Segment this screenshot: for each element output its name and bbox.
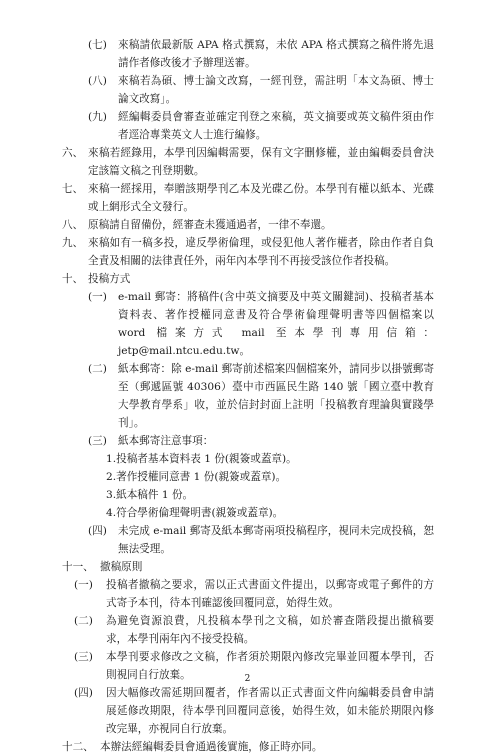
document-body — [62, 36, 434, 756]
section-9 — [62, 234, 434, 270]
section-text: 來稿若經錄用，本學刊因編輯需要，保有文字刪修權，並由編輯委員會決定該篇文稿之刊登期數。 — [88, 147, 434, 177]
list-item-10-3-1 — [62, 450, 434, 468]
section-11 — [62, 558, 434, 576]
clause-11-1 — [62, 576, 434, 612]
clause-11-4 — [62, 684, 434, 738]
list-item-text: 1.投稿者基本資料表 1 份(親簽或蓋章)。 — [106, 453, 297, 465]
clause-label: (四) — [74, 687, 93, 699]
section-label: 八、 — [62, 219, 84, 231]
clause-text: 來稿請依最新版 APA 格式撰寫，未依 APA 格式撰寫之稿件將先退請作者修改後才予辦理送審。 — [118, 39, 434, 69]
clause-label: (七) — [88, 39, 107, 51]
section-7 — [62, 180, 434, 216]
section-text: 來稿一經採用，奉贈該期學刊乙本及光碟乙份。本學刊有權以紙本、光碟或上網形式全文發行。 — [88, 183, 434, 213]
clause-label: (一) — [88, 291, 107, 303]
clause-label: (一) — [74, 579, 93, 591]
clause-5-7 — [62, 36, 434, 72]
clause-text: 本學刊要求修改之文稿，作者須於期限內修改完畢並回覆本學刊，否則視同自行放棄。 — [106, 651, 434, 681]
clause-label: (二) — [74, 615, 93, 627]
clause-label: (二) — [88, 363, 107, 375]
clause-label: (九) — [88, 111, 107, 123]
section-heading: 投稿方式 — [88, 273, 131, 285]
section-10 — [62, 270, 434, 288]
clause-text: e-mail 郵寄：將稿件(含中英文摘要及中英文關鍵詞)、投稿者基本資料表、著作授權同意書及符合學術倫理聲明書等四個檔案以 word 檔案方式 mail 至本學刊專用信箱：jetp@mail.ntcu.edu.tw。 — [118, 291, 434, 357]
list-item-10-3-2 — [62, 468, 434, 486]
clause-text: 未完成 e-mail 郵寄及紙本郵寄兩項投稿程序，視同未完成投稿，恕無法受理。 — [118, 525, 434, 555]
section-label: 九、 — [62, 237, 84, 249]
clause-label: (三) — [74, 651, 93, 663]
clause-5-9 — [62, 108, 434, 144]
clause-text: 因大幅修改需延期回覆者，作者需以正式書面文件向編輯委員會申請展延修改期限，待本學刊回覆同意後，始得生效，如未能於期限內修改完畢，亦視同自行放棄。 — [106, 687, 434, 735]
section-heading: 撤稿原則 — [100, 561, 143, 573]
section-label: 六、 — [62, 147, 84, 159]
clause-text: 為避免資源浪費，凡投稿本學刊之文稿，如於審查階段提出撤稿要求，本學刊兩年內不接受投稿。 — [106, 615, 434, 645]
section-12 — [62, 738, 434, 756]
clause-10-3 — [62, 432, 434, 450]
clause-text: 經編輯委員會審查並確定刊登之來稿，英文摘要或英文稿件須由作者逕洽專業英文人士進行編修。 — [118, 111, 434, 141]
section-label: 七、 — [62, 183, 84, 195]
section-label: 十二、 — [62, 741, 94, 753]
list-item-text: 3.紙本稿件 1 份。 — [106, 489, 194, 501]
clause-text: 來稿若為碩、博士論文改寫，一經刊登，需註明「本文為碩、博士論文改寫」。 — [118, 75, 434, 105]
section-label: 十一、 — [62, 561, 94, 573]
section-8 — [62, 216, 434, 234]
clause-text: 紙本郵寄注意事項： — [118, 435, 214, 447]
clause-label: (八) — [88, 75, 107, 87]
clause-label: (四) — [88, 525, 107, 537]
clause-label: (三) — [88, 435, 107, 447]
list-item-text: 4.符合學術倫理聲明書(親簽或蓋章)。 — [106, 507, 284, 519]
clause-11-2 — [62, 612, 434, 648]
clause-5-8 — [62, 72, 434, 108]
list-item-10-3-4 — [62, 504, 434, 522]
clause-text: 紙本郵寄：除 e-mail 郵寄前述檔案四個檔案外，請同步以掛號郵寄至（郵遞區號 40306）臺中市西區民生路 140 號「國立臺中教育大學教育學系」收，並於信封封面上註明「投稿教育理論與實踐學刊」。 — [118, 363, 434, 429]
clause-10-2 — [62, 360, 434, 432]
section-label: 十、 — [62, 273, 84, 285]
section-text: 來稿如有一稿多投，違反學術倫理，或侵犯他人著作權者，除由作者自負全責及相關的法律責任外，兩年內本學刊不再接受該位作者投稿。 — [88, 237, 434, 267]
section-text: 原稿請自留備份，經審查未獲通過者，一律不奉還。 — [88, 219, 332, 231]
section-6 — [62, 144, 434, 180]
list-item-10-3-3 — [62, 486, 434, 504]
section-text: 本辦法經編輯委員會通過後實施，修正時亦同。 — [100, 741, 323, 753]
list-item-text: 2.著作授權同意書 1 份(親簽或蓋章)。 — [106, 471, 287, 483]
clause-10-1 — [62, 288, 434, 360]
page-number: 2 — [244, 674, 251, 684]
clause-10-4 — [62, 522, 434, 558]
clause-text: 投稿者撤稿之要求，需以正式書面文件提出，以郵寄或電子郵件的方式寄予本刊，待本刊確認後回覆同意，始得生效。 — [106, 579, 434, 609]
